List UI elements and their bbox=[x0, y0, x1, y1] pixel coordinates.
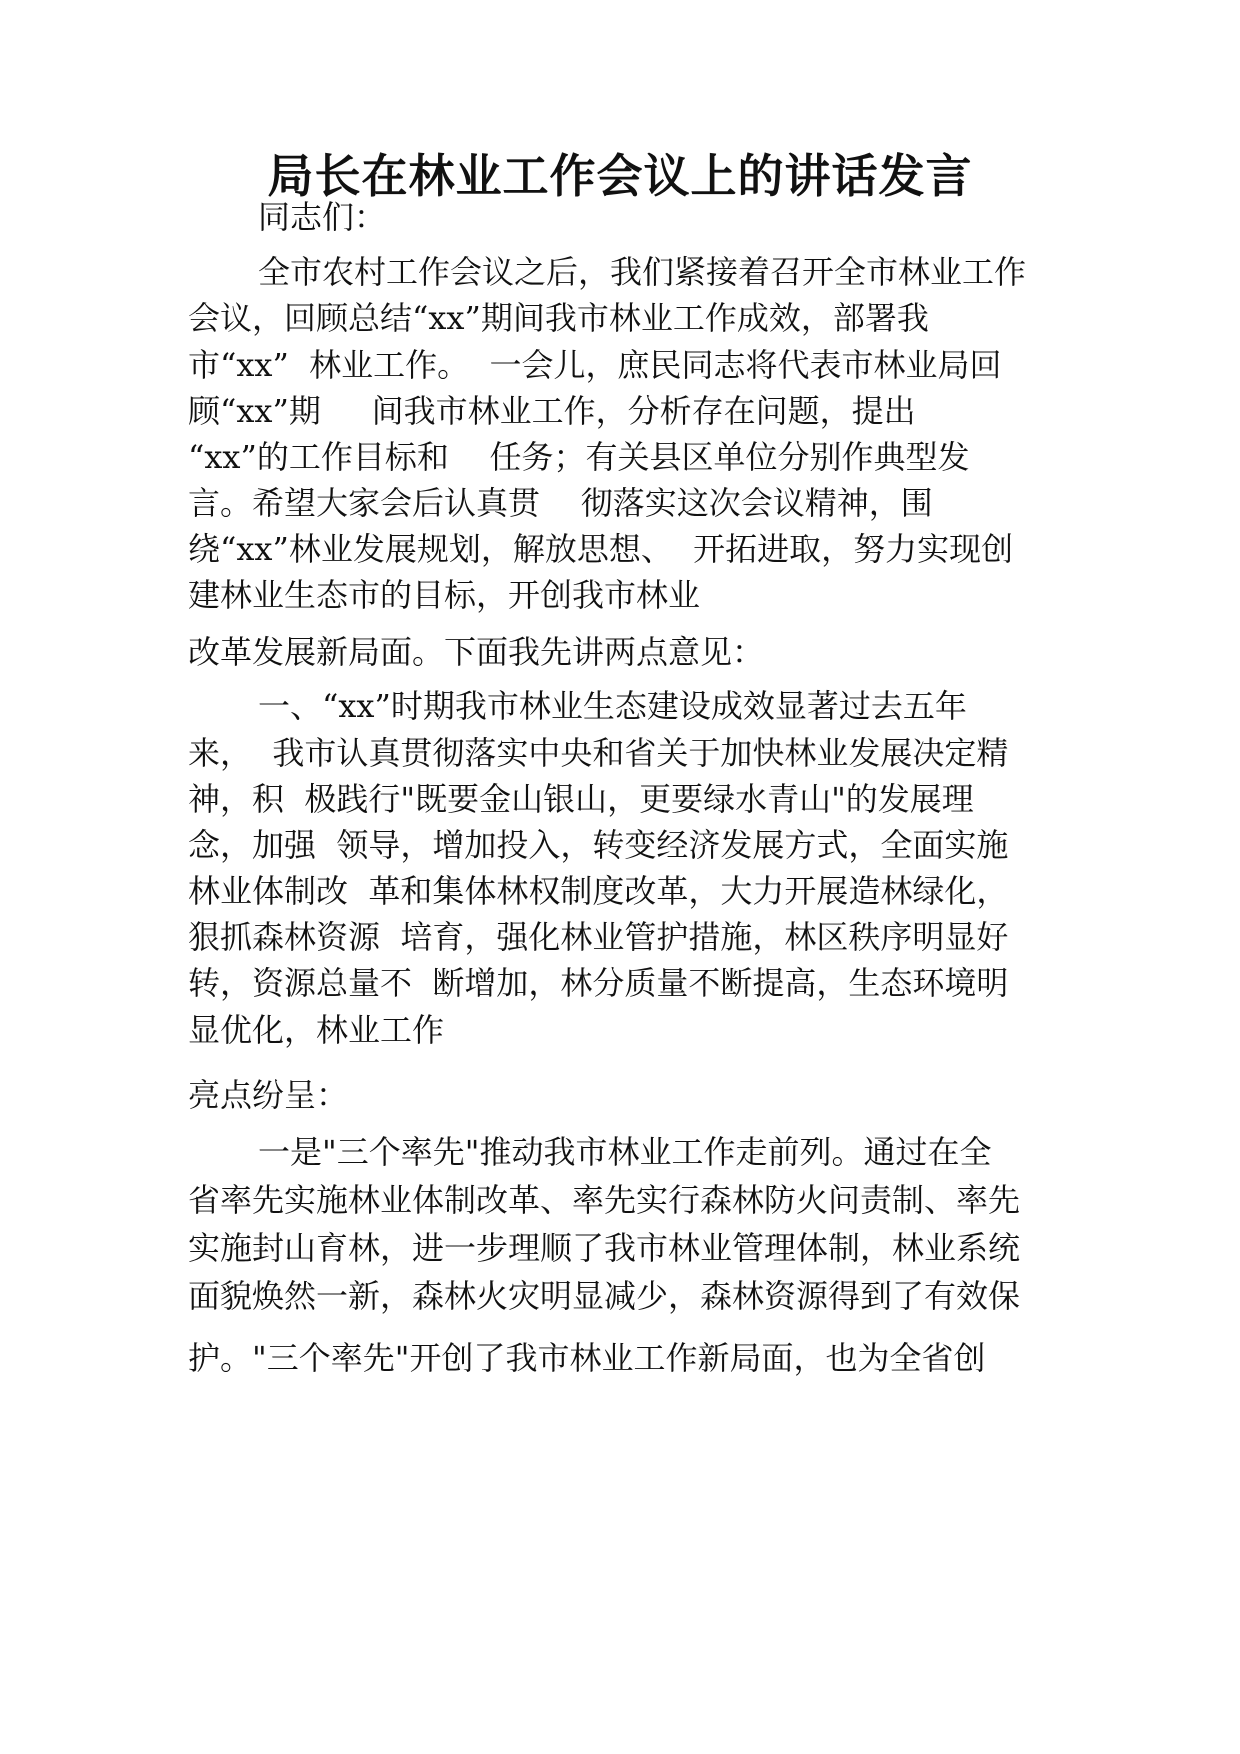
body-line: 一是"三个率先"推动我市林业工作走前列。通过在全 bbox=[258, 1133, 992, 1171]
body-line: 建林业生态市的目标，开创我市林业 bbox=[188, 576, 701, 614]
body-line: 顾“xx”期 间我市林业工作，分析存在问题，提出 bbox=[188, 392, 916, 430]
body-line: 实施封山育林，进一步理顺了我市林业管理体制，林业系统 bbox=[188, 1229, 1021, 1267]
body-line: 念，加强 领导，增加投入，转变经济发展方式，全面实施 bbox=[188, 826, 1009, 864]
body-line: 全市农村工作会议之后，我们紧接着召开全市林业工作 bbox=[258, 253, 1027, 291]
body-line: 亮点纷呈： bbox=[188, 1076, 349, 1114]
body-line: 护。"三个率先"开创了我市林业工作新局面，也为全省创 bbox=[188, 1339, 986, 1377]
body-line: “xx”的工作目标和 任务；有关县区单位分别作典型发 bbox=[188, 438, 970, 476]
body-line: 神，积 极践行"既要金山银山，更要绿水青山"的发展理 bbox=[188, 780, 974, 818]
body-line: 林业体制改 革和集体林权制度改革，大力开展造林绿化， bbox=[188, 872, 1009, 910]
body-line: 面貌焕然一新，森林火灾明显减少，森林资源得到了有效保 bbox=[188, 1277, 1021, 1315]
document-title: 局长在林业工作会议上的讲话发言 bbox=[267, 149, 973, 203]
body-line: 会议，回顾总结“xx”期间我市林业工作成效，部署我 bbox=[188, 299, 929, 337]
body-line: 市“xx” 林业工作。 一会儿，庶民同志将代表市林业局回 bbox=[188, 346, 1002, 384]
body-line: 转，资源总量不 断增加，林分质量不断提高，生态环境明 bbox=[188, 964, 1009, 1002]
body-line: 绕“xx”林业发展规划，解放思想、 开拓进取，努力实现创 bbox=[188, 530, 1014, 568]
body-line: 改革发展新局面。下面我先讲两点意见： bbox=[188, 633, 765, 671]
body-line: 狠抓森林资源 培育，强化林业管护措施，林区秩序明显好 bbox=[188, 918, 1009, 956]
section-heading-line: 一、“xx”时期我市林业生态建设成效显著过去五年 bbox=[258, 687, 967, 725]
salutation-line: 同志们： bbox=[258, 198, 387, 236]
body-line: 言。希望大家会后认真贯 彻落实这次会议精神，围 bbox=[188, 484, 933, 522]
body-line: 显优化，林业工作 bbox=[188, 1011, 445, 1049]
body-line: 省率先实施林业体制改革、率先实行森林防火问责制、率先 bbox=[188, 1181, 1021, 1219]
body-line: 来， 我市认真贯彻落实中央和省关于加快林业发展决定精 bbox=[188, 734, 1009, 772]
